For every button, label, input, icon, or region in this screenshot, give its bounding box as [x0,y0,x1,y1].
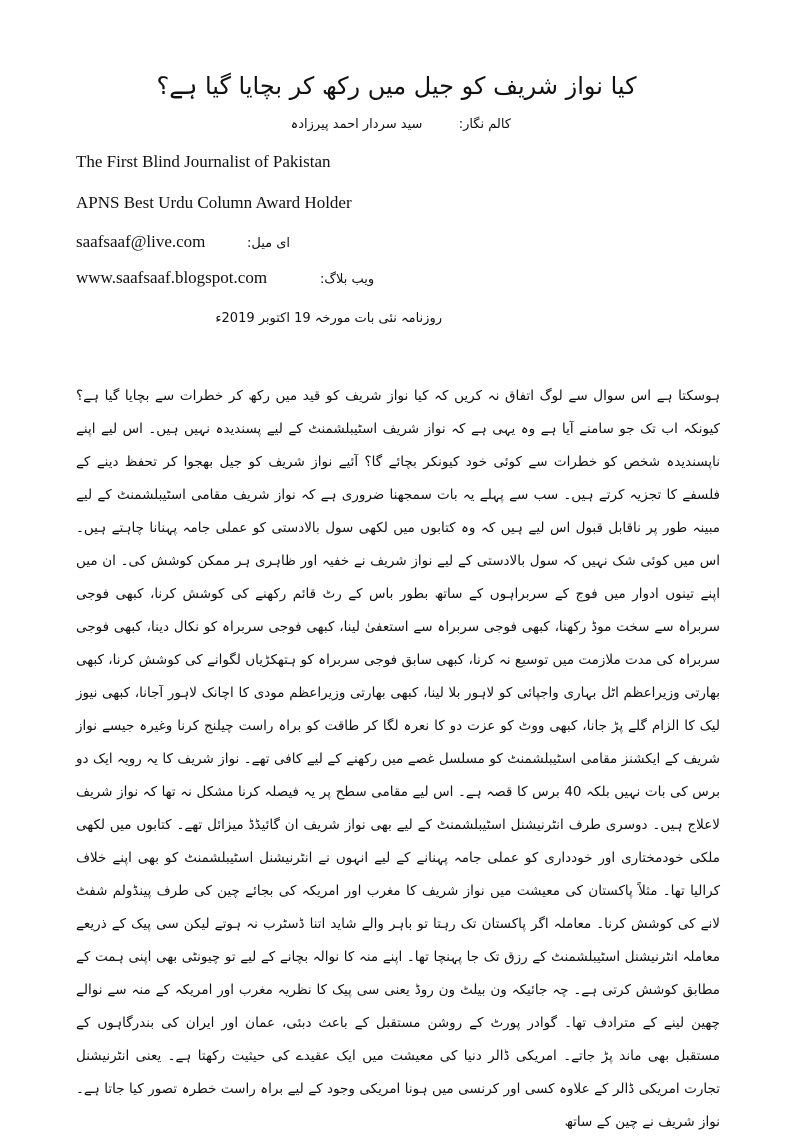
email-label: ای میل: [247,236,291,251]
tagline-award: APNS Best Urdu Column Award Holder [76,193,352,212]
publication-date: روزنامہ نئی بات مورخہ 19 اکتوبر 2019ء [215,311,442,326]
blog-label: ویب بلاگ: [320,272,375,287]
article-title: کیا نواز شریف کو جیل میں رکھ کر بچایا گیا ہے؟ [156,72,637,100]
blog-value[interactable]: www.saafsaaf.blogspot.com [76,268,268,287]
article-body: ہوسکتا ہے اس سوال سے لوگ اتفاق نہ کریں کہ کیا نواز شریف کو قید میں رکھ کر خطرات سے بچایا گیا ہے؟ کیونکہ اب تک جو سامنے آیا ہے وہ یہی ہے کہ نواز شریف اسٹیبلشمنٹ کے لیے پسندیدہ نہیں ہیں۔ اس لیے اپنے ناپسندیدہ شخص کو خطرات سے کوئی خود کیونکر بچائے گا؟ آئیے نواز شریف کو جیل بھجوا کر تحفظ دینے کے فلسفے کا تجزیہ کرتے ہیں۔ سب سے پہلے یہ بات سمجھنا ضروری ہے کہ نواز شریف مقامی اسٹیبلشمنٹ کے لیے مبینہ طور پر ناقابل قبول اس لیے ہیں کہ وہ کتابوں میں لکھی سول بالادستی کو عملی جامہ پہنانا چاہتے ہیں۔ اس میں کوئی شک نہیں کہ سول بالادستی کے لیے نواز شریف نے خفیہ اور ظاہری ہر ممکن کوشش کی۔ ان میں اپنے تینوں ادوار میں فوج کے سربراہوں کے ساتھ بطور باس کے رٹ قائم رکھنے کی کوشش کرنا، کبھی فوجی سربراہ سے سخت موڈ رکھنا، کبھی فوجی سربراہ سے استعفیٰ لینا، کبھی فوجی سربراہ کو نکال دینا، کبھی فوجی سربراہ کی مدت ملازمت میں توسیع نہ کرنا، کبھی سابق فوجی سربراہ کو ہتھکڑیاں لگوانے کی کوشش کرنا، کبھی بھارتی وزیراعظم اٹل بہاری واجپائی کو لاہور بلا لینا، کبھی بھارتی وزیراعظم مودی کا اچانک لاہور آجانا، کبھی نیوز لیک کا الزام گلے پڑ جانا، کبھی ووٹ کو عزت دو کا نعرہ لگا کر طاقت کو براہ راست چیلنج کرنا وغیرہ جیسے نواز شریف کے ایکشنز مقامی اسٹیبلشمنٹ کو مسلسل غصے میں رکھنے کے لیے کافی تھے۔ نواز شریف کا یہ رویہ ایک دو برس کی بات نہیں بلکہ 40 برس کا قصہ ہے۔ اس لیے مقامی سطح پر یہ فیصلہ کرنا مشکل نہ تھا کہ نواز شریف لاعلاج ہیں۔ دوسری طرف انٹرنیشنل اسٹیبلشمنٹ کے لیے بھی نواز شریف ان گائیڈڈ میزائل تھے۔ کتابوں میں لکھی ملکی خودمختاری اور خودداری کو عملی جامہ پہنانے کے لیے انہوں نے انٹرنیشنل اسٹیبلشمنٹ کو بھی اپنے خلاف کرالیا تھا۔ مثلاً پاکستان کی معیشت میں نواز شریف کا مغرب اور امریکہ کی بجائے چین کی طرف پینڈولم شفٹ لانے کی کوشش کرنا۔ معاملہ اگر پاکستان تک رہتا تو باہر والے شاید اتنا ڈسٹرب نہ ہوتے لیکن سی پیک کے ذریعے معاملہ انٹرنیشنل اسٹیبلشمنٹ کے رزق تک جا پہنچا تھا۔ اپنے منہ کا نوالہ بچانے کے لیے تو چیونٹی بھی اپنی ہمت کے مطابق کوشش کرتی ہے۔ چہ جائیکہ ون بیلٹ ون روڈ یعنی سی پیک کا نظریہ مغرب اور امریکہ کے منہ سے نوالے چھین لینے کے مترادف تھا۔ گوادر پورٹ کے روشن مستقبل کے باعث دبئی، عمان اور ایران کی بندرگاہوں کے مستقبل بھی ماند پڑ جاتے۔ امریکی ڈالر دنیا کی معیشت میں ایک عقیدے کی حیثیت رکھتا ہے۔ یعنی انٹرنیشنل تجارت امریکی ڈالر کے علاوہ کسی اور کرنسی میں ہونا امریکی وجود کے لیے براہ راست خطرہ تصور کیا جاتا ہے۔ نواز شریف نے چین کے ساتھ [76,388,720,1130]
tagline-blind-journalist: The First Blind Journalist of Pakistan [76,152,331,171]
byline-label: کالم نگار: [458,117,511,132]
byline-author: سید سردار احمد پیرزادہ [290,117,423,132]
email-value[interactable]: saafsaaf@live.com [76,232,206,251]
byline [291,117,511,132]
